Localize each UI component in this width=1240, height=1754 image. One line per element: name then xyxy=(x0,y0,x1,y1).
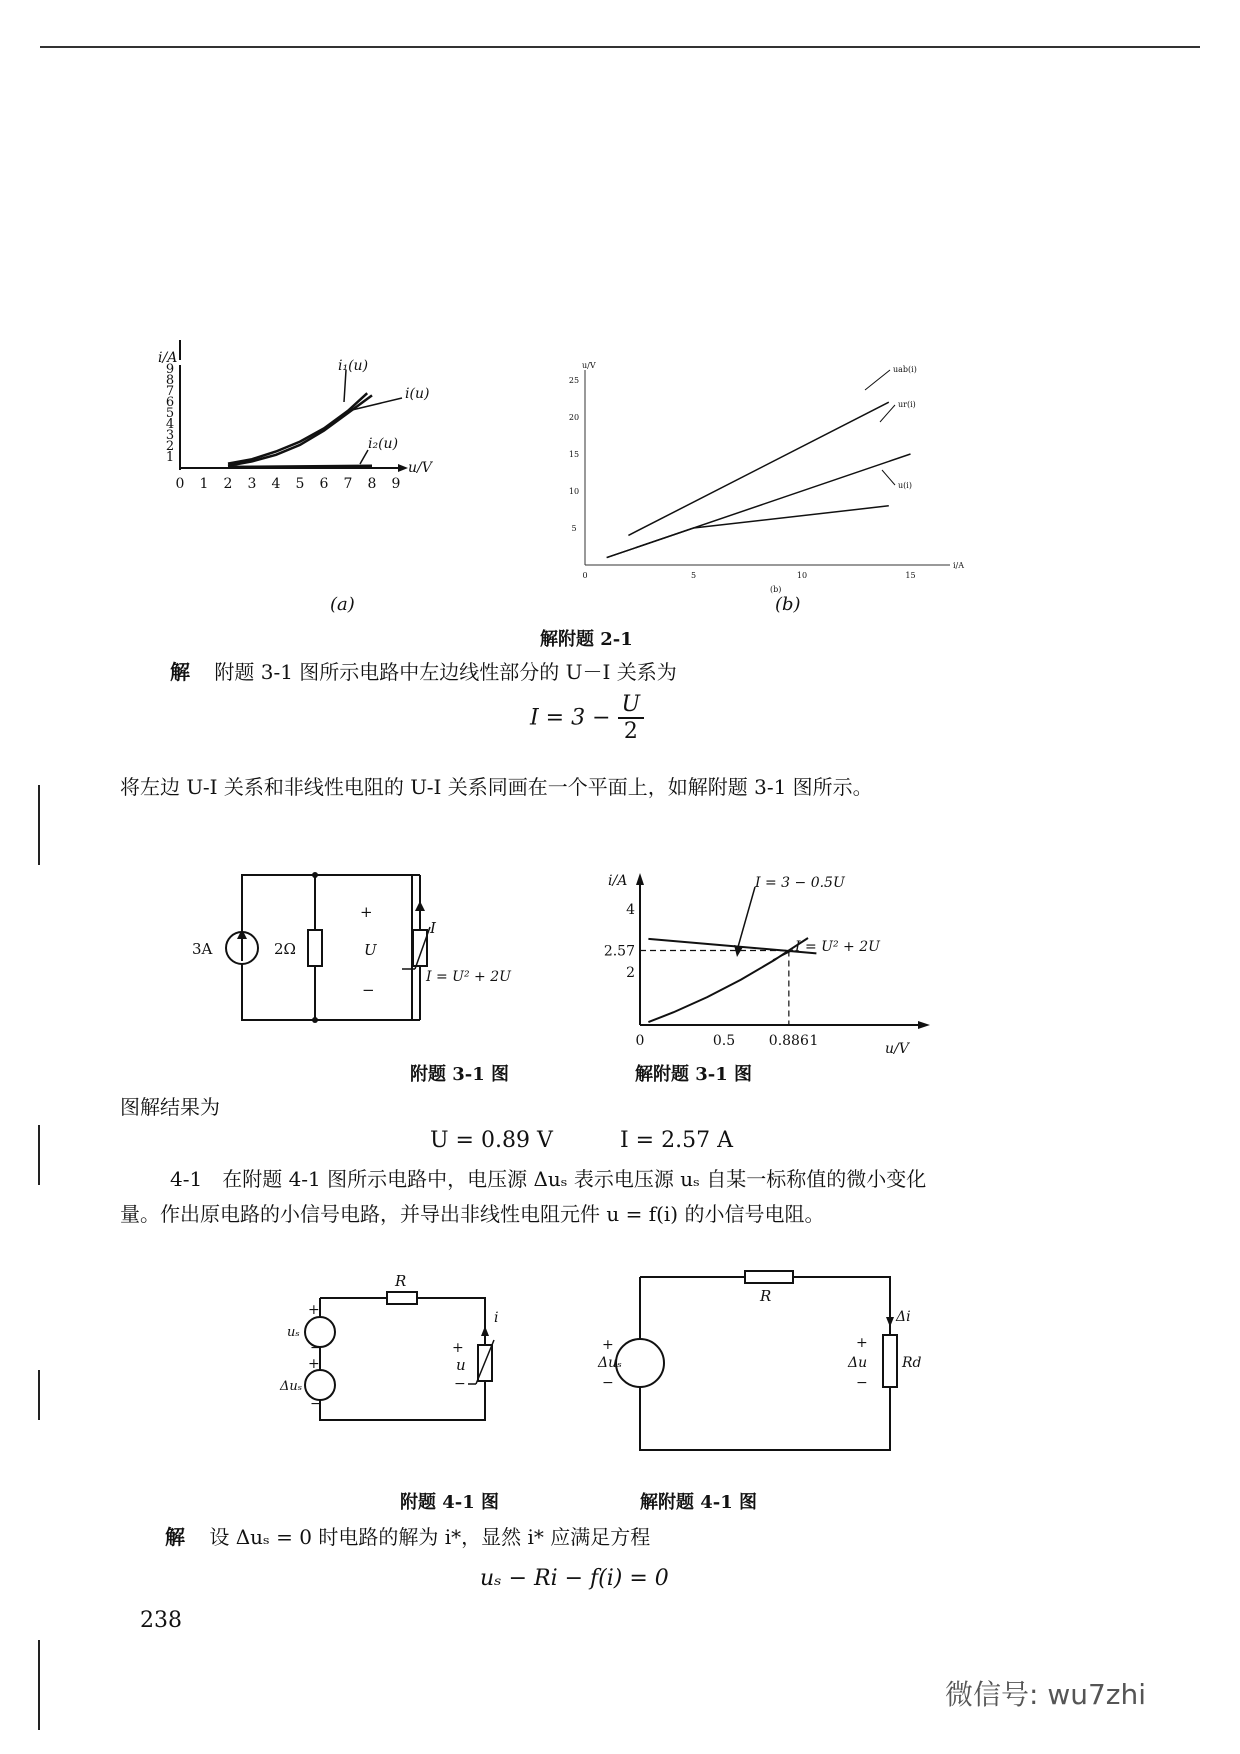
curve-label-u: u(i) xyxy=(898,481,912,490)
minus-sign: − xyxy=(310,1396,322,1412)
curve-label-ur: ur(i) xyxy=(898,400,916,409)
source-label: 3A xyxy=(192,940,213,958)
dus-label: Δuₛ xyxy=(280,1379,303,1394)
y-tick-labels xyxy=(569,376,579,533)
current-label: I xyxy=(430,919,436,937)
x-tick: 0.5 xyxy=(712,1033,736,1049)
y-tick: 4 xyxy=(165,417,175,432)
inner-sublabel: (b) xyxy=(770,585,782,594)
plus-sign: + xyxy=(308,1302,320,1318)
series-i2 xyxy=(228,466,372,467)
scan-artifact xyxy=(38,1125,40,1185)
page-number: 238 xyxy=(140,1608,182,1633)
x-axis-label: u/V xyxy=(408,460,432,476)
solution-lead: 解 xyxy=(165,1525,185,1549)
y-axis-label: u/V xyxy=(582,361,596,370)
rd-label: Rd xyxy=(902,1355,922,1371)
y-tick-labels xyxy=(604,902,635,981)
leader-line xyxy=(360,450,368,464)
fraction-numerator: U xyxy=(618,692,645,719)
scan-artifact xyxy=(38,1370,40,1420)
x-arrow xyxy=(918,1021,930,1029)
leader-line xyxy=(344,370,346,402)
circuit-4-1-solution xyxy=(580,1255,920,1470)
circuit-3-1-caption: 附题 3-1 图 xyxy=(410,1064,510,1085)
x-tick: 0 xyxy=(582,571,588,580)
result-u-text: U = 0.89 V xyxy=(430,1128,553,1153)
scan-artifact xyxy=(38,785,40,865)
du-label: Δu xyxy=(848,1355,868,1371)
plus-sign: + xyxy=(452,1340,464,1356)
series-i xyxy=(228,395,372,465)
y-tick: 10 xyxy=(568,487,580,496)
x-tick-labels xyxy=(176,476,401,492)
y-tick: 8 xyxy=(165,373,175,388)
result-i-text: I = 2.57 A xyxy=(620,1128,733,1153)
leader-line xyxy=(865,370,890,390)
watermark: 微信号: wu7zhi xyxy=(945,1678,1147,1711)
current-arrow xyxy=(886,1317,894,1327)
series-i1 xyxy=(228,393,367,463)
y-tick: 2.57 xyxy=(603,943,635,960)
resistor-rd xyxy=(883,1335,897,1387)
line-label: I = 3 − 0.5U xyxy=(755,875,845,891)
leader-line xyxy=(880,405,895,422)
circuit-4-1-caption: 附题 4-1 图 xyxy=(400,1492,500,1513)
curve-label-uab: uab(i) xyxy=(893,365,917,374)
x-tick: 0 xyxy=(175,476,185,492)
x-tick: 15 xyxy=(905,571,916,580)
resistor-2ohm xyxy=(308,930,322,966)
x-tick: 0 xyxy=(635,1033,645,1049)
leader-line xyxy=(738,887,755,947)
series-uab xyxy=(628,402,888,535)
node xyxy=(312,872,318,878)
y-axis-label: i/A xyxy=(158,350,178,366)
voltage-label: U xyxy=(364,941,377,959)
scan-artifact xyxy=(38,1640,40,1730)
result-label: 图解结果为 xyxy=(120,1095,220,1119)
x-arrow xyxy=(398,464,408,472)
x-tick: 0.886 xyxy=(768,1033,809,1049)
u-label: u xyxy=(456,1356,466,1374)
solution-text: 设 Δuₛ = 0 时电路的解为 i*，显然 i* 应满足方程 xyxy=(209,1525,651,1549)
y-tick: 9 xyxy=(165,362,175,377)
plus-sign: + xyxy=(308,1356,320,1372)
y-axis-label: i/A xyxy=(608,873,628,889)
di-label: Δi xyxy=(896,1309,911,1325)
result-u xyxy=(430,1128,553,1153)
solution-4-1-line xyxy=(165,1520,650,1554)
resistor-r xyxy=(745,1271,793,1283)
problem-4-1-line1: 4-1 在附题 4-1 图所示电路中，电压源 Δuₛ 表示电压源 uₛ 自某一标称值的微小变化 xyxy=(170,1167,927,1191)
plus-sign: + xyxy=(360,903,373,921)
equation-4-1: uₛ − Ri − f(i) = 0 xyxy=(480,1566,669,1591)
chart-3-1 xyxy=(595,865,955,1060)
dus-label: Δuₛ xyxy=(598,1355,622,1371)
x-tick: 7 xyxy=(343,476,353,492)
y-tick: 4 xyxy=(626,902,635,918)
x-tick: 5 xyxy=(295,476,305,492)
solution-lead: 解 xyxy=(170,660,190,684)
y-tick-labels xyxy=(166,362,174,465)
x-tick: 10 xyxy=(796,571,808,580)
figure-2-1-caption: 解附题 2-1 xyxy=(540,629,633,650)
solution-3-1-text2: 将左边 U-I 关系和非线性电阻的 U-I 关系同画在一个平面上，如解附题 3-1 图所示。 xyxy=(120,775,873,799)
resistor-label: 2Ω xyxy=(274,940,296,958)
sublabel-b: (b) xyxy=(775,594,801,615)
x-tick: 5 xyxy=(690,571,697,580)
minus-sign: − xyxy=(362,981,375,999)
x-axis-label: u/V xyxy=(885,1041,909,1057)
curve-label: I = U² + 2U xyxy=(795,939,880,955)
solution-text: 附题 3-1 图所示电路中左边线性部分的 U－I 关系为 xyxy=(214,660,677,684)
minus-sign: − xyxy=(454,1376,466,1392)
y-tick: 25 xyxy=(568,376,580,385)
resistor-label: R xyxy=(395,1272,407,1290)
y-tick: 15 xyxy=(568,450,580,459)
sublabel-a: (a) xyxy=(330,594,355,615)
circuit-4-1-solution-caption: 解附题 4-1 图 xyxy=(640,1492,758,1513)
current-arrow xyxy=(415,901,425,911)
nonlinear-resistor xyxy=(413,930,427,966)
circuit-3-1 xyxy=(190,865,520,1050)
x-tick: 6 xyxy=(319,476,329,492)
y-tick: 5 xyxy=(165,406,175,421)
plus-sign: + xyxy=(856,1335,868,1351)
problem-4-1-line2: 量。作出原电路的小信号电路，并导出非线性电阻元件 u = f(i) 的小信号电阻。 xyxy=(120,1202,825,1226)
y-tick: 2 xyxy=(165,439,175,454)
x-tick-labels xyxy=(636,1033,819,1049)
solution-3-1-line xyxy=(170,655,677,689)
x-axis-label: i/A xyxy=(953,561,965,570)
x-tick: 3 xyxy=(247,476,257,492)
curve-label-i: i(u) xyxy=(405,386,430,402)
fraction xyxy=(618,692,645,744)
resistor-r xyxy=(387,1292,417,1304)
resistor-label: R xyxy=(760,1287,772,1305)
leader-line xyxy=(882,470,895,485)
result-i xyxy=(620,1128,733,1153)
y-tick: 5 xyxy=(571,524,577,533)
y-tick: 6 xyxy=(165,395,175,410)
curve-label-i2: i₂(u) xyxy=(368,436,399,452)
y-tick: 2 xyxy=(626,965,635,981)
minus-sign: − xyxy=(602,1375,614,1391)
x-tick: 1 xyxy=(809,1033,819,1049)
us-label: uₛ xyxy=(287,1325,300,1340)
x-tick-labels xyxy=(582,571,915,580)
y-arrow xyxy=(636,873,644,885)
equation-3-1 xyxy=(530,692,644,744)
y-tick: 3 xyxy=(165,428,175,443)
series-u xyxy=(607,506,889,558)
minus-sign: − xyxy=(310,1340,322,1356)
i-label: i xyxy=(494,1310,499,1326)
circuit-4-1 xyxy=(270,1270,510,1445)
current-arrow xyxy=(481,1326,489,1336)
plus-sign: + xyxy=(602,1337,614,1353)
x-tick: 4 xyxy=(271,476,281,492)
y-tick: 7 xyxy=(165,384,175,399)
graph-3-1-caption: 解附题 3-1 图 xyxy=(635,1064,753,1085)
x-tick: 1 xyxy=(199,476,209,492)
eq-left: I = 3 − xyxy=(530,705,611,731)
voltage-source-dus xyxy=(616,1339,664,1387)
circuit-frame-left xyxy=(242,875,412,1020)
x-tick: 8 xyxy=(367,476,377,492)
curve-label-i1: i₁(u) xyxy=(338,358,369,374)
node xyxy=(312,1017,318,1023)
x-tick: 2 xyxy=(223,476,233,492)
fraction-denominator: 2 xyxy=(623,719,638,744)
minus-sign: − xyxy=(856,1375,868,1391)
leader-line xyxy=(773,950,793,960)
top-rule xyxy=(40,46,1200,48)
y-tick: 1 xyxy=(165,450,175,465)
chart-a xyxy=(160,340,480,550)
nonlinear-label: I = U² + 2U xyxy=(426,969,511,985)
y-tick: 20 xyxy=(568,413,580,422)
x-tick: 9 xyxy=(391,476,401,492)
chart-b xyxy=(560,360,1000,600)
